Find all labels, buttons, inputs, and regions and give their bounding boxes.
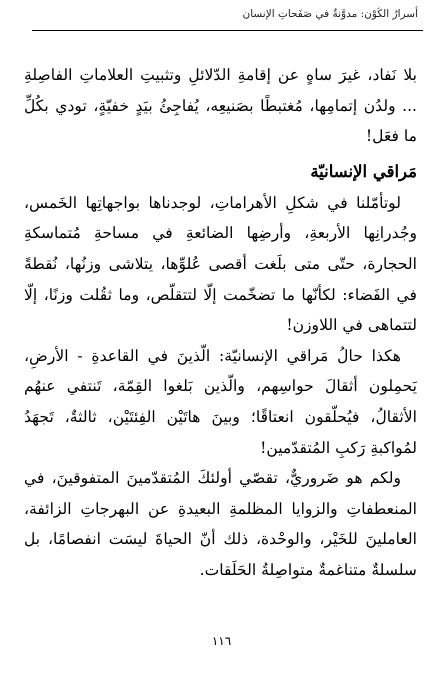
paragraph-pyramids: لوتأمّلنا في شكلِ الأهراماتِ، لوجدناها بواجهاتِها الخَمس، وجُدرانِها الأربعةِ، وأرضِها الضائعةِ في مساحةِ مُتماسكةِ الحجارة، حتّى متى بلَغت أقصى عُلوِّها، يتلاشى وزنُها، نُقطةً في الفَضاء: لكأنّها ما تضخّمت إلّا لتتقلّص، وما ثقُلت وزنًا، إلّا لتتماهى في اللاوزن! bbox=[24, 193, 417, 335]
paragraph-levels: هكذا حالُ مَراقي الإنسانيّة: الّذينَ في القاعدةِ - الأرضِ، يَحمِلون أثقالَ حواسِهم، والّذين بَلغوا القِمّة، تَنتفي عنهُم الأثقالُ، فيُحلّقون انعتاقًا؛ وبينَ هاتَيْن الفِئتَيْن، ثالثةٌ، تَجهَدُ لمُواكبةِ رَكبِ المُتقدّمين! bbox=[24, 346, 417, 457]
page-body bbox=[24, 60, 417, 586]
paragraph-conclusion: ولكم هو ضَروريٌّ، تقصّي أولئكَ المُتقدّمينَ المتفوقينَ، في المنعطفاتِ والزوايا المظلمةِ البعيدةِ عن البهرجاتِ الزائفة، العاملينَ للخَيْر، والوحْدة، ذلك أنّ الحياةَ ليسَت انفصامًا، بل سلسلةٌ متناغمةٌ متواصِلةُ الحَلَقات. bbox=[24, 469, 417, 579]
header-divider bbox=[32, 30, 423, 31]
section-heading: مَراقي الإنسانيّة bbox=[310, 161, 417, 181]
paragraph-continued: بلا نَفاد، غيرَ ساهٍ عن إقامةِ الدّلائلِ وتثبيتِ العلاماتِ الفاصِلةِ ... ولدُن إتمامِها، مُغتبطًا بصَنيعِه، يُفاجِئُ بيَدٍ خفيّةٍ، تودي بكُلِّ ما فعَل! bbox=[24, 66, 417, 146]
running-header: أسرارُ الكَوْن: مدوَّنةٌ في صَفَحاتِ الإنسان bbox=[242, 8, 418, 20]
page-number: ١١٦ bbox=[211, 634, 232, 648]
